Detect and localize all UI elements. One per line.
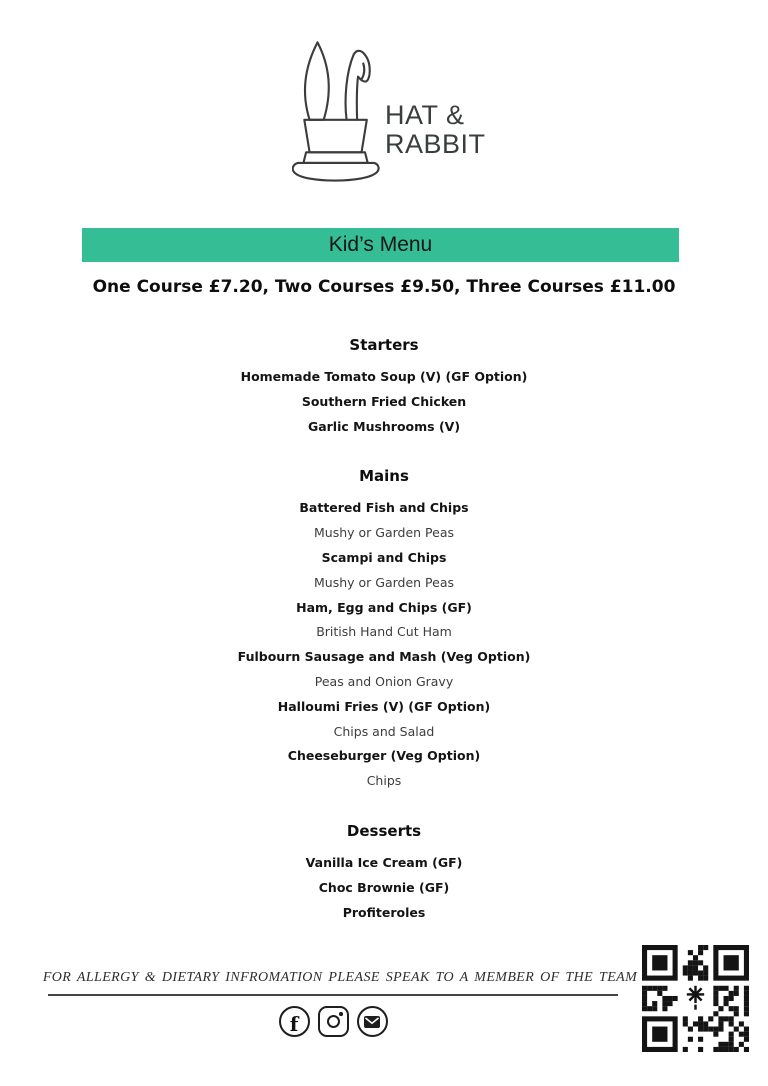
menu-item-name: Profiteroles: [342, 904, 426, 920]
menu-title-banner: [82, 228, 679, 262]
footer-divider: [48, 994, 618, 996]
menu-item-name: Homemade Tomato Soup (V) (GF Option): [240, 369, 528, 384]
section-heading: Desserts: [346, 821, 422, 840]
menu-item-name: Scampi and Chips: [321, 549, 447, 565]
menu-item-description: Chips: [366, 773, 402, 789]
allergy-notice: FOR ALLERGY & DIETARY INFROMATION PLEASE SPEAK TO A MEMBER OF THE TEAM: [42, 970, 638, 985]
menu-item-name: Halloumi Fries (V) (GF Option): [277, 698, 491, 714]
menu-item-name: Fulbourn Sausage and Mash (Veg Option): [237, 649, 531, 665]
menu-item-description: Mushy or Garden Peas: [313, 574, 454, 590]
instagram-lens: [327, 1015, 340, 1028]
menu-item-name: Southern Fried Chicken: [301, 393, 467, 409]
facebook-icon: [279, 1006, 310, 1037]
menu-item-name: Ham, Egg and Chips (GF): [296, 599, 472, 615]
logo-line1: HAT &: [385, 100, 465, 130]
section-heading: Starters: [349, 336, 419, 354]
instagram-icon: [318, 1006, 349, 1037]
menu-sections: [0, 336, 768, 953]
menu-item-name: Garlic Mushrooms (V): [307, 418, 461, 434]
menu-item-name: Choc Brownie (GF): [318, 879, 450, 895]
envelope-glyph: [364, 1016, 380, 1028]
qr-code: [642, 945, 749, 1052]
email-icon: [357, 1006, 388, 1037]
facebook-f-glyph: f: [289, 1012, 299, 1036]
logo-line2: RABBIT: [385, 129, 486, 159]
menu-item-description: Chips and Salad: [333, 723, 435, 739]
logo-wordmark: [385, 101, 486, 159]
social-icons-row: [48, 1006, 618, 1037]
menu-item-description: Mushy or Garden Peas: [313, 525, 454, 541]
menu-section-starters: [0, 336, 768, 439]
menu-item-name: Vanilla Ice Cream (GF): [305, 854, 463, 870]
course-pricing: One Course £7.20, Two Courses £9.50, Three Courses £11.00: [92, 277, 676, 297]
menu-item-description: British Hand Cut Ham: [316, 624, 452, 640]
menu-item-name: Cheeseburger (Veg Option): [287, 748, 481, 764]
menu-section-desserts: [0, 822, 768, 925]
menu-section-mains: [0, 467, 768, 794]
menu-item-name: Battered Fish and Chips: [299, 500, 469, 516]
menu-item-description: Peas and Onion Gravy: [314, 673, 454, 689]
page-title: Kid’s Menu: [328, 233, 433, 256]
section-heading: Mains: [359, 467, 409, 486]
hat-rabbit-logo-icon: [292, 38, 380, 184]
instagram-dot: [339, 1012, 343, 1016]
